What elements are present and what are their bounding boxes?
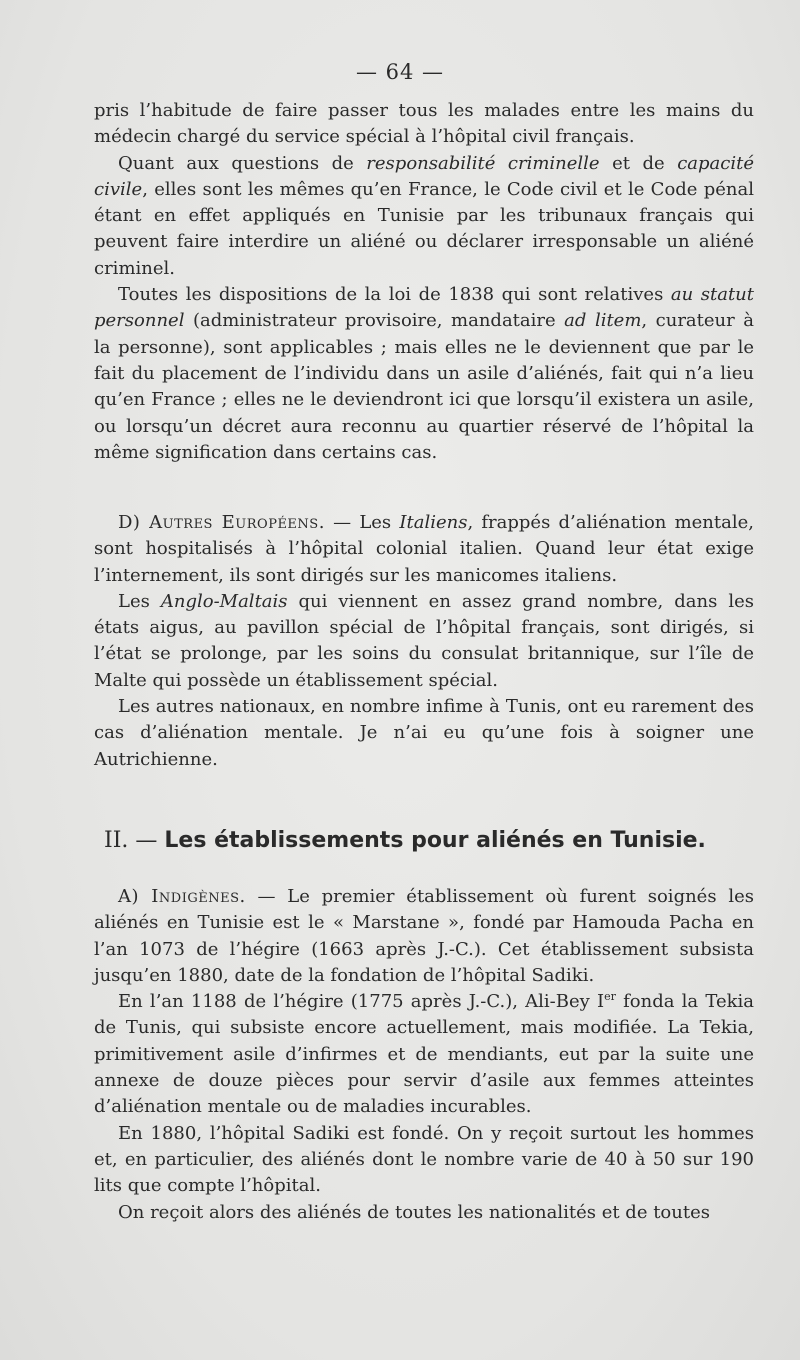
text-block-intro (94, 98, 754, 466)
text-block-indigenes (94, 884, 754, 1226)
section-label: A) Indigènes. (118, 886, 246, 907)
section-heading (104, 826, 764, 856)
text-block-europeens (94, 510, 754, 773)
paragraph-hopital-sadiki: En 1880, l’hôpital Sadiki est fondé. On y reçoit surtout les hommes et, en particulier, des aliénés dont le nombre varie de 40 à 50 sur 190 lits que compte l’hôpital. (94, 1122, 754, 1197)
paragraph-tekia: En l’an 1188 de l’hégire (1775 après J.-C.), Ali-Bey Ier fonda la Tekia de Tunis, qui subsiste encore actuellement, mais modifiée. La Tekia, primitivement asile d’infirmes et de mendiants, eut par la suite une annexe de douze pièces pour servir d’asile aux femmes atteintes d’aliénation mentale ou de maladies incurables. (94, 990, 755, 1118)
paragraph-continuation: pris l’habitude de faire passer tous les malades entre les mains du médecin chargé du service spécial à l’hôpital civil français. (94, 100, 754, 148)
paragraph-autres-nationaux: Les autres nationaux, en nombre infime à Tunis, ont eu rarement des cas d’aliénation mentale. Je n’ai eu qu’une fois à soigner une Autrichienne. (94, 696, 754, 770)
page-number: — 64 — (355, 60, 445, 84)
paragraph-autres-europeens: D) Autres Européens. — Les Italiens, frappés d’aliénation mentale, sont hospitalisés à l’hôpital colonial italien. Quand leur état exige l’internement, ils sont dirigés sur les manicomes italiens. (94, 512, 754, 586)
paragraph-responsabilite: Quant aux questions de responsabilité criminelle et de capacité civile, elles sont les mêmes qu’en France, le Code civil et le Code pénal étant en effet appliqués en Tunisie par les tribunaux français qui peuvent faire interdire un aliéné ou déclarer irresponsable un aliéné criminel. (94, 152, 755, 279)
section-number: II. — (104, 828, 165, 853)
section-title: Les établissements pour aliénés en Tunisie. (164, 828, 706, 853)
paragraph-nationalites: On reçoit alors des aliénés de toutes les nationalités et de toutes (118, 1201, 710, 1223)
paragraph-anglo-maltais: Les Anglo-Maltais qui viennent en assez grand nombre, dans les états aigus, au pavillon spécial de l’hôpital français, sont dirigés, si l’état se prolonge, par les soins du consulat britannique, sur l’île de Malte qui possède un établissement spécial. (94, 590, 754, 691)
section-label: D) Autres Européens. (118, 512, 325, 533)
paragraph-dispositions: Toutes les dispositions de la loi de 1838 qui sont relatives au statut personnel (administrateur provisoire, mandataire ad litem, curateur à la personne), sont applicables ; mais elles ne le deviennent que par le fait du placement de l’individu dans un asile d’aliénés, fait qui n’a lieu qu’en France ; elles ne le deviendront ici que lorsqu’il existera un asile, ou lorsqu’un décret aura reconnu au quartier réservé de l’hôpital la même signification dans certains cas. (94, 284, 755, 463)
paragraph-indigenes: A) Indigènes. — Le premier établissement où furent soignés les aliénés en Tunisie est le « Marstane », fondé par Hamouda Pacha en l’an 1073 de l’hégire (1663 après J.-C.). Cet établissement subsista jusqu’en 1880, date de la fondation de l’hôpital Sadiki. (94, 886, 754, 986)
